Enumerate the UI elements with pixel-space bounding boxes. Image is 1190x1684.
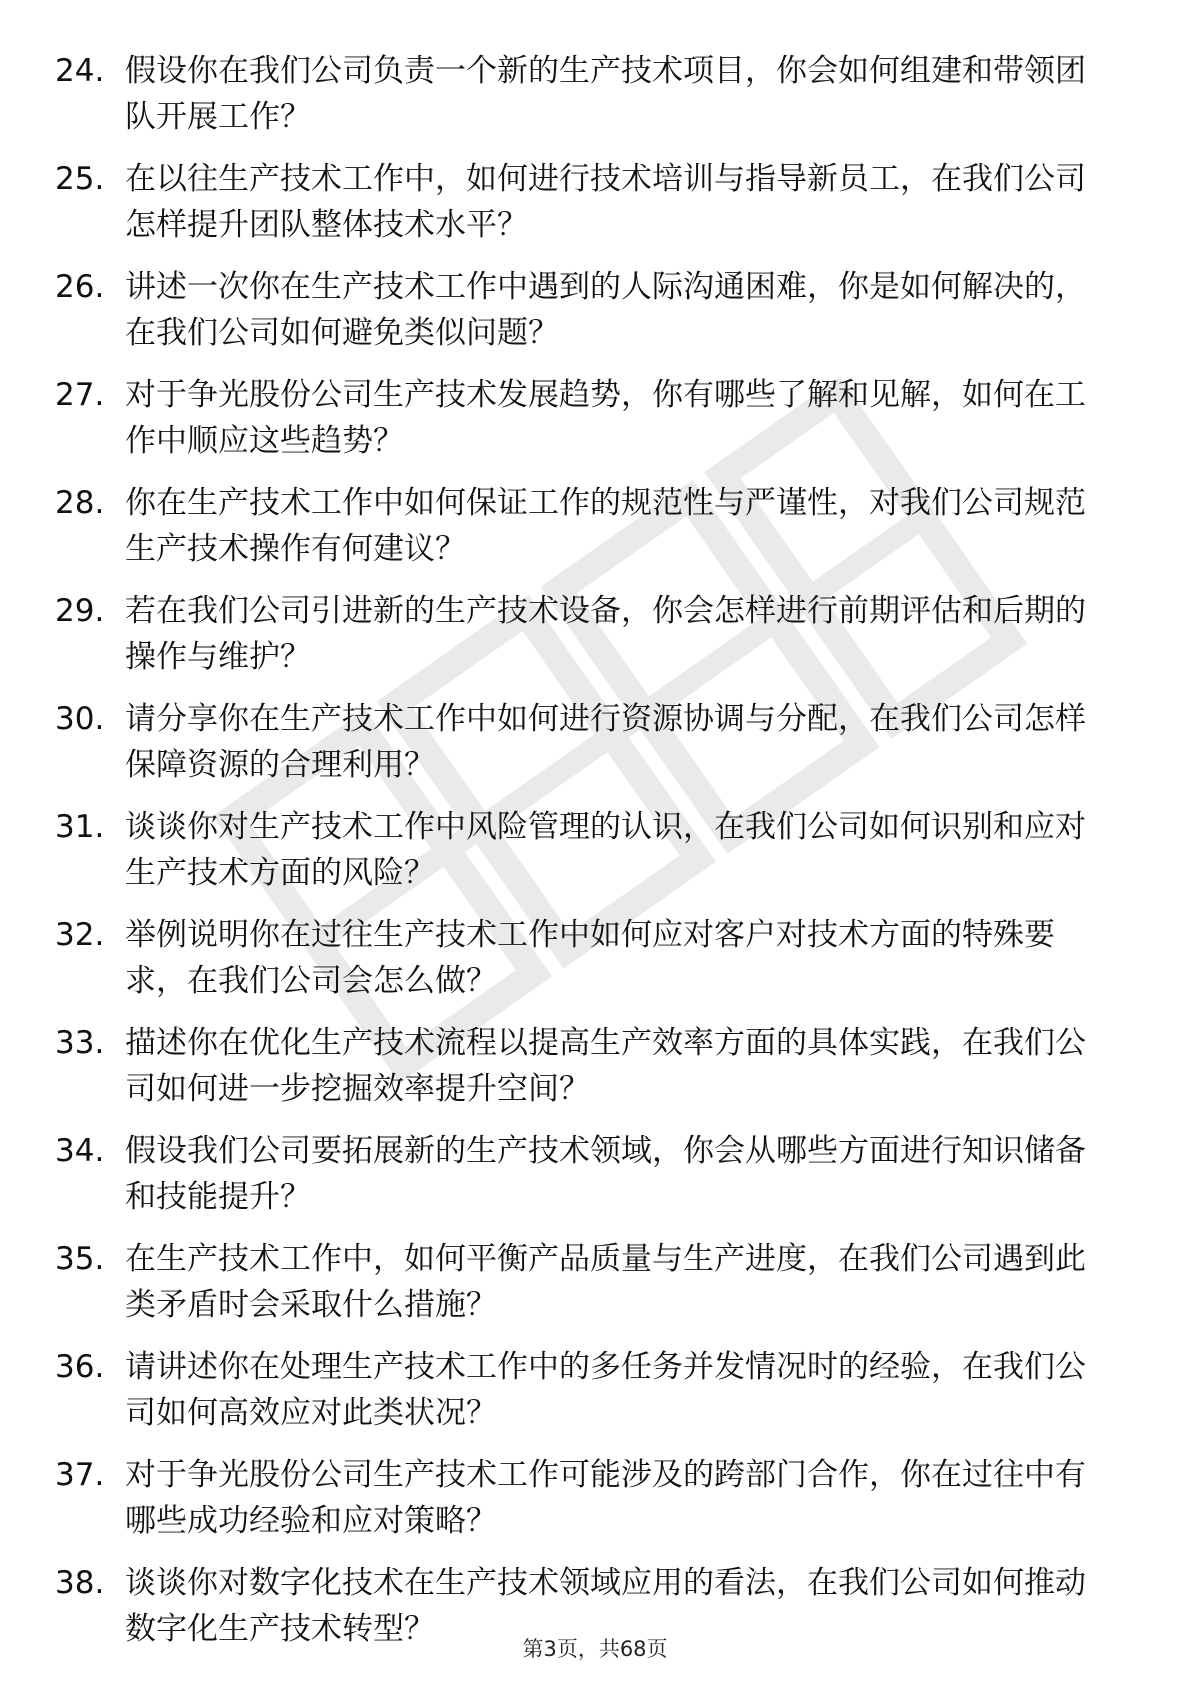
question-number: 31. <box>55 809 105 845</box>
question-text: 在以往生产技术工作中，如何进行技术培训与指导新员工，在我们公司怎样提升团队整体技术水平？ <box>125 161 1086 243</box>
question-text: 你在生产技术工作中如何保证工作的规范性与严谨性，对我们公司规范生产技术操作有何建议？ <box>125 485 1086 567</box>
question-number: 27. <box>55 377 105 413</box>
question-text: 请分享你在生产技术工作中如何进行资源协调与分配，在我们公司怎样保障资源的合理利用？ <box>125 701 1086 783</box>
question-number: 32. <box>55 917 105 953</box>
question-item <box>55 1344 1115 1436</box>
question-text: 若在我们公司引进新的生产技术设备，你会怎样进行前期评估和后期的操作与维护？ <box>125 593 1086 675</box>
question-number: 34. <box>55 1133 105 1169</box>
question-text: 对于争光股份公司生产技术发展趋势，你有哪些了解和见解，如何在工作中顺应这些趋势？ <box>125 377 1086 459</box>
question-item <box>55 1020 1115 1112</box>
question-number: 30. <box>55 701 105 737</box>
question-number: 29. <box>55 593 105 629</box>
question-number: 26. <box>55 269 105 305</box>
question-item <box>55 372 1115 464</box>
question-text: 对于争光股份公司生产技术工作可能涉及的跨部门合作，你在过往中有哪些成功经验和应对策略？ <box>125 1457 1086 1539</box>
question-number: 24. <box>55 53 105 89</box>
question-text: 在生产技术工作中，如何平衡产品质量与生产进度，在我们公司遇到此类矛盾时会采取什么措施？ <box>125 1241 1086 1323</box>
question-text: 假设你在我们公司负责一个新的生产技术项目，你会如何组建和带领团队开展工作？ <box>125 53 1086 135</box>
question-item <box>55 1452 1115 1544</box>
question-number: 38. <box>55 1565 105 1601</box>
question-item <box>55 156 1115 248</box>
question-item <box>55 804 1115 896</box>
question-text: 假设我们公司要拓展新的生产技术领域，你会从哪些方面进行知识储备和技能提升？ <box>125 1133 1086 1215</box>
question-number: 35. <box>55 1241 105 1277</box>
question-item <box>55 912 1115 1004</box>
question-number: 36. <box>55 1349 105 1385</box>
question-item <box>55 588 1115 680</box>
page-number-footer: 第3页，共68页 <box>522 1637 668 1661</box>
question-number: 25. <box>55 161 105 197</box>
question-item <box>55 1236 1115 1328</box>
question-list <box>55 48 1115 1668</box>
question-item <box>55 696 1115 788</box>
question-text: 谈谈你对生产技术工作中风险管理的认识，在我们公司如何识别和应对生产技术方面的风险？ <box>125 809 1086 891</box>
question-item <box>55 264 1115 356</box>
question-number: 28. <box>55 485 105 521</box>
question-text: 讲述一次你在生产技术工作中遇到的人际沟通困难，你是如何解决的，在我们公司如何避免类似问题？ <box>125 269 1086 351</box>
question-text: 谈谈你对数字化技术在生产技术领域应用的看法，在我们公司如何推动数字化生产技术转型？ <box>125 1565 1086 1647</box>
question-text: 描述你在优化生产技术流程以提高生产效率方面的具体实践，在我们公司如何进一步挖掘效率提升空间？ <box>125 1025 1086 1107</box>
question-item <box>55 48 1115 140</box>
question-text: 请讲述你在处理生产技术工作中的多任务并发情况时的经验，在我们公司如何高效应对此类状况？ <box>125 1349 1086 1431</box>
question-text: 举例说明你在过往生产技术工作中如何应对客户对技术方面的特殊要求，在我们公司会怎么做？ <box>125 917 1055 999</box>
question-number: 33. <box>55 1025 105 1061</box>
question-number: 37. <box>55 1457 105 1493</box>
question-item <box>55 480 1115 572</box>
question-item <box>55 1128 1115 1220</box>
